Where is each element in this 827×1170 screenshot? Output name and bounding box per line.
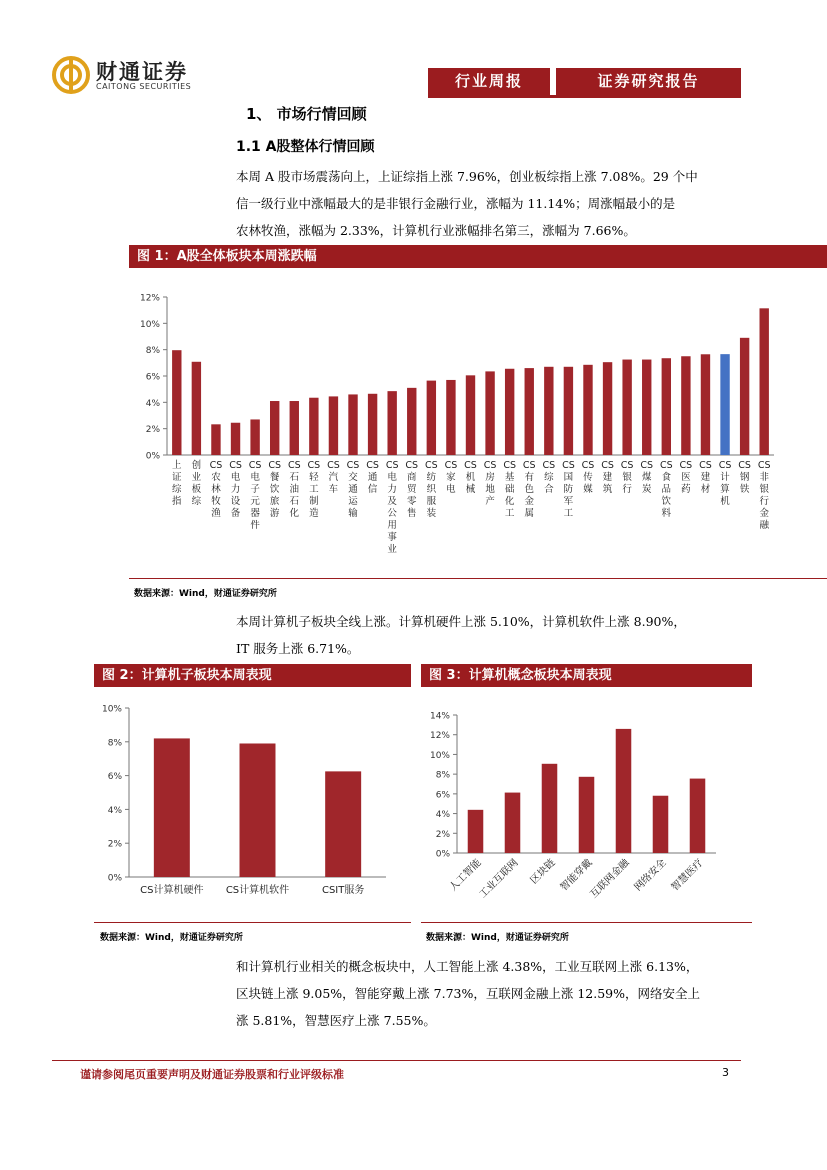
y-tick-label: 10% <box>139 319 160 330</box>
y-tick-label: 6% <box>145 372 160 383</box>
bar <box>466 375 475 455</box>
x-tick-label: CS 传媒 <box>581 460 595 495</box>
x-tick-label: CS 钢铁 <box>738 460 751 495</box>
x-tick-label: CS 电力及公用事业 <box>385 460 399 555</box>
bar <box>329 396 338 455</box>
paragraph-line: IT 服务上涨 6.71%。 <box>236 641 360 656</box>
paragraph-line: 区块链上涨 9.05%，智能穿戴上涨 7.73%，互联网金融上涨 12.59%，网络安全上 <box>236 986 701 1001</box>
x-tick-label: CS 机械 <box>464 460 477 495</box>
bar <box>760 308 769 455</box>
y-tick-label: 0% <box>107 873 122 884</box>
x-tick-label: CSIT服务 <box>321 885 365 896</box>
x-tick-label: 网络安全 <box>632 857 669 894</box>
bar <box>192 362 201 455</box>
x-tick-label: 创业板综 <box>191 460 202 507</box>
x-tick-label: CS 汽车 <box>327 460 340 495</box>
x-tick-label: CS 电力设备 <box>229 460 242 519</box>
logo <box>52 56 212 96</box>
paragraph-1 <box>236 163 698 244</box>
bar <box>542 764 558 853</box>
x-tick-label: 人工智能 <box>447 857 484 894</box>
logo-en: CAITONG SECURITIES <box>96 82 192 91</box>
x-tick-label: 互联网金融 <box>588 857 632 901</box>
figure-1-rule <box>129 578 827 579</box>
bar <box>544 367 553 455</box>
bar <box>485 371 494 455</box>
footer-rule <box>52 1060 741 1061</box>
bar <box>172 350 181 455</box>
y-tick-label: 10% <box>101 704 122 715</box>
bar <box>564 367 573 455</box>
bar <box>240 743 276 877</box>
bar <box>505 793 521 853</box>
bar <box>701 354 710 455</box>
section-title: 1、 市场行情回顾 <box>246 105 367 123</box>
header-rule <box>428 95 741 98</box>
y-tick-label: 0% <box>145 451 160 462</box>
x-tick-label: CS计算机软件 <box>225 885 290 896</box>
y-tick-label: 8% <box>435 770 450 781</box>
bar <box>642 360 651 455</box>
bar <box>525 368 534 455</box>
figure-1-chart <box>129 285 827 595</box>
y-tick-label: 6% <box>435 790 450 801</box>
figure-3-chart <box>421 698 752 918</box>
x-tick-label: 区块链 <box>528 857 558 887</box>
figure-3-source: 数据来源：Wind，财通证券研究所 <box>426 933 569 943</box>
x-tick-label: CS 国防军工 <box>562 460 575 519</box>
paragraph-2 <box>236 608 686 662</box>
x-tick-label: CS 餐饮旅游 <box>268 460 282 519</box>
bar <box>681 356 690 455</box>
x-tick-label: CS 有色金属 <box>522 460 536 519</box>
x-tick-label: 工业互联网 <box>477 857 521 901</box>
x-tick-label: CS 医药 <box>679 460 693 495</box>
x-tick-label: 智慧医疗 <box>669 857 706 894</box>
y-tick-label: 12% <box>139 293 160 304</box>
footer-disclaimer: 谨请参阅尾页重要声明及财通证券股票和行业评级标准 <box>80 1068 344 1081</box>
paragraph-line: 涨 5.81%，智慧医疗上涨 7.55%。 <box>236 1013 436 1028</box>
bar <box>348 394 357 455</box>
bar <box>720 354 729 455</box>
paragraph-line: 和计算机行业相关的概念板块中，人工智能上涨 4.38%，工业互联网上涨 6.13%， <box>236 959 699 974</box>
bar <box>616 729 632 853</box>
page-number: 3 <box>722 1066 729 1079</box>
figure-2-title: 图 2：计算机子板块本周表现 <box>94 664 411 687</box>
x-tick-label: CS 轻工制造 <box>307 460 321 519</box>
x-tick-label: CS 建筑 <box>601 460 614 495</box>
figure-3-title: 图 3：计算机概念板块本周表现 <box>421 664 752 687</box>
logo-cn: 财通证券 <box>96 60 188 84</box>
x-tick-label: CS 家电 <box>444 460 458 495</box>
section-subtitle: 1.1 A股整体行情回顾 <box>236 139 375 155</box>
bar <box>505 369 514 455</box>
figure-2-rule <box>94 922 411 923</box>
bar <box>603 362 612 455</box>
y-tick-label: 2% <box>145 425 160 436</box>
x-tick-label: CS 计算机 <box>718 460 732 507</box>
x-tick-label: CS计算机硬件 <box>140 885 204 896</box>
figure-2-chart <box>94 698 411 918</box>
paragraph-line: 本周计算机子板块全线上涨。计算机硬件上涨 5.10%，计算机软件上涨 8.90%， <box>236 614 686 629</box>
x-tick-label: 上证综指 <box>172 460 182 507</box>
bar <box>446 380 455 455</box>
bar <box>154 738 190 877</box>
bar <box>427 381 436 455</box>
x-tick-label: CS 银行 <box>620 460 634 495</box>
bar <box>211 424 220 455</box>
bar <box>309 398 318 455</box>
bar <box>690 779 706 853</box>
y-tick-label: 12% <box>429 731 450 742</box>
report-type-tag: 行业周报 <box>428 68 550 95</box>
x-tick-label: CS 建材 <box>699 460 712 495</box>
y-tick-label: 6% <box>107 772 122 783</box>
y-tick-label: 10% <box>429 750 450 761</box>
paragraph-3 <box>236 953 700 1034</box>
x-tick-label: CS 农林牧渔 <box>209 460 223 519</box>
logo-mark-icon <box>52 56 90 94</box>
paragraph-line: 信一级行业中涨幅最大的是非银行金融行业，涨幅为 11.14%；周涨幅最小的是 <box>236 196 676 211</box>
bar <box>368 394 377 455</box>
bar <box>290 401 299 455</box>
x-tick-label: CS 煤炭 <box>640 460 654 495</box>
y-tick-label: 14% <box>429 711 450 722</box>
x-tick-label: CS 通信 <box>366 460 379 495</box>
x-tick-label: CS 食品饮料 <box>659 460 673 519</box>
bar <box>468 810 484 853</box>
report-category-tag: 证券研究报告 <box>556 68 741 95</box>
x-tick-label: CS 纺织服装 <box>425 460 438 519</box>
y-tick-label: 8% <box>145 346 160 357</box>
y-tick-label: 0% <box>435 849 450 860</box>
figure-1-title: 图 1：A股全体板块本周涨跌幅 <box>129 245 827 268</box>
figure-3-rule <box>421 922 752 923</box>
x-tick-label: CS 商贸零售 <box>405 460 419 519</box>
x-tick-label: 智能穿戴 <box>558 857 595 894</box>
x-tick-label: CS 电子元器件 <box>248 460 262 531</box>
y-tick-label: 8% <box>107 738 122 749</box>
y-tick-label: 2% <box>435 829 450 840</box>
x-tick-label: CS 综合 <box>542 460 556 495</box>
y-tick-label: 4% <box>145 398 160 409</box>
bar <box>579 777 595 853</box>
x-tick-label: CS 石油石化 <box>287 460 301 519</box>
bar <box>231 423 240 455</box>
bar <box>325 771 361 877</box>
x-tick-label: CS 非银行金融 <box>757 460 771 531</box>
bar <box>270 401 279 455</box>
x-tick-label: CS 交通运输 <box>346 460 360 519</box>
bar <box>407 388 416 455</box>
bar <box>622 360 631 455</box>
figure-2-source: 数据来源：Wind，财通证券研究所 <box>100 933 243 943</box>
bar <box>662 358 671 455</box>
bar <box>583 365 592 455</box>
x-tick-label: CS 基础化工 <box>503 460 516 519</box>
y-tick-label: 2% <box>107 839 122 850</box>
bar <box>653 796 669 853</box>
x-tick-label: CS 房地产 <box>483 460 497 507</box>
bar <box>387 391 396 455</box>
paragraph-line: 农林牧渔，涨幅为 2.33%，计算机行业涨幅排名第三，涨幅为 7.66%。 <box>236 223 636 238</box>
paragraph-line: 本周 A 股市场震荡向上，上证综指上涨 7.96%，创业板综指上涨 7.08%。29 个中 <box>236 169 698 184</box>
bar <box>740 338 749 455</box>
bar <box>250 419 259 455</box>
y-tick-label: 4% <box>435 810 450 821</box>
y-tick-label: 4% <box>107 805 122 816</box>
figure-1-source: 数据来源：Wind，财通证券研究所 <box>134 589 277 599</box>
